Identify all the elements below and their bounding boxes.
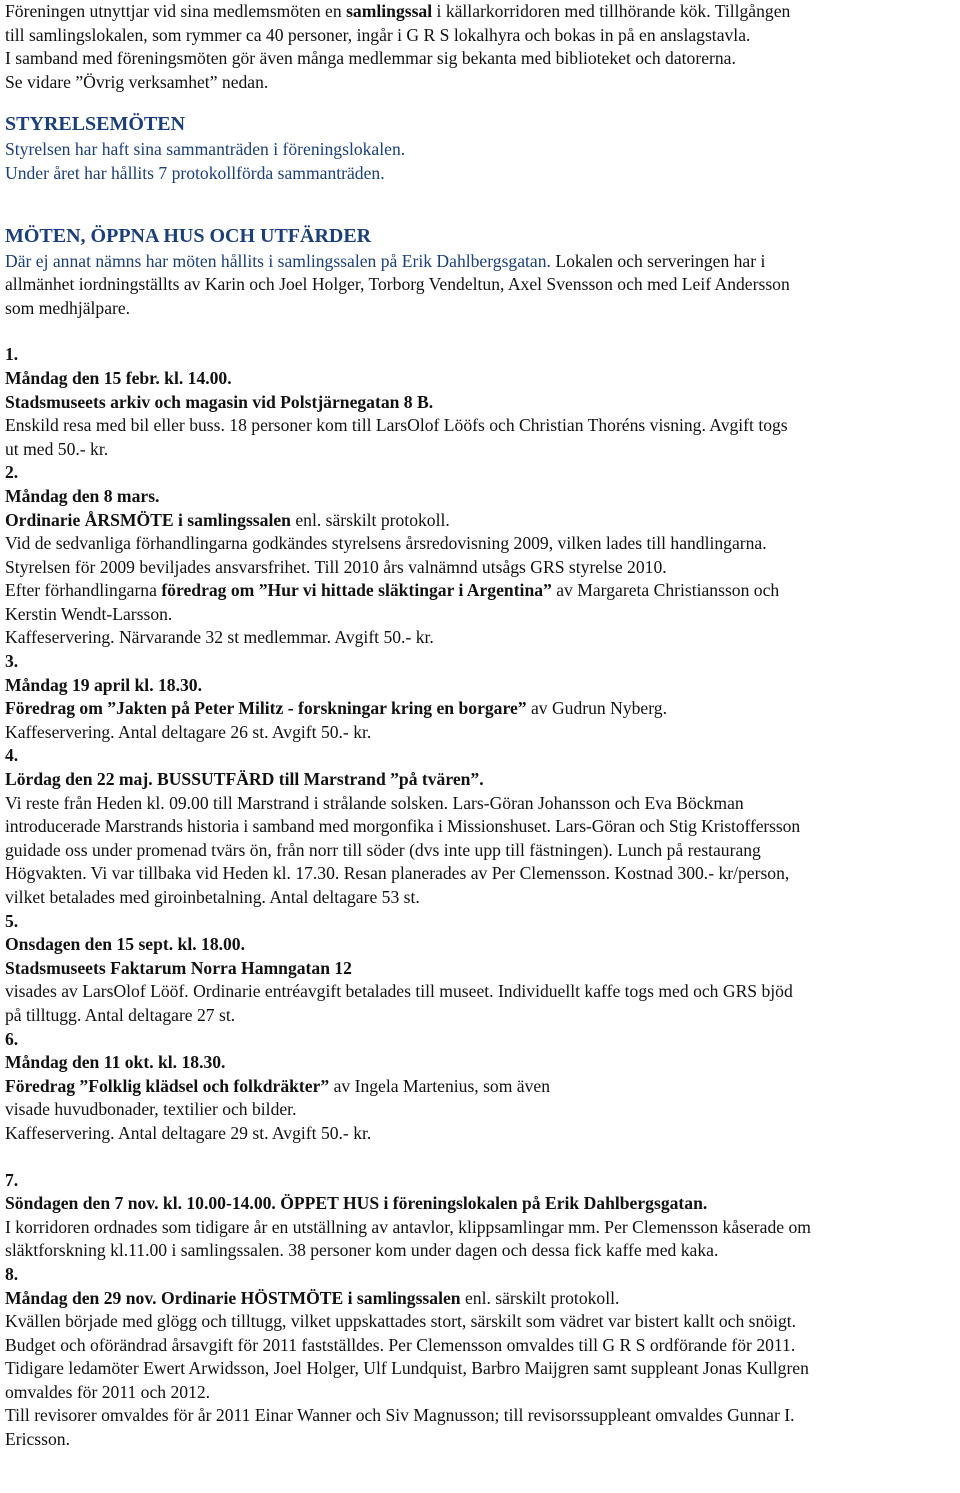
text-line: Till revisorer omvaldes för år 2011 Einar Wanner och Siv Magnusson; till revisorssuppleant omvaldes Gunnar I. — [5, 1405, 795, 1426]
event-title: Föredrag om ”Jakten på Peter Militz - forskningar kring en borgare” av Gudrun Nyberg. — [5, 698, 667, 719]
section-styrelsemoten — [5, 110, 957, 185]
event-title: Föredrag ”Folklig klädsel och folkdräkter” av Ingela Martenius, som även — [5, 1075, 551, 1096]
text-line: vilket betalades med giroinbetalning. Antal deltagare 53 st. — [5, 887, 420, 907]
event-date: Måndag den 29 nov. Ordinarie HÖSTMÖTE i samlingssalen enl. särskilt protokoll. — [5, 1287, 620, 1308]
event-1 — [5, 343, 957, 461]
event-number: 2. — [5, 462, 19, 483]
text-line: Kaffeservering. Antal deltagare 29 st. Avgift 50.- kr. — [5, 1122, 372, 1143]
event-6 — [5, 1028, 957, 1146]
text-line: I samband med föreningsmöten gör även många medlemmar sig bekanta med biblioteket och datorerna. — [5, 48, 736, 69]
section-heading: STYRELSEMÖTEN — [5, 113, 186, 136]
text-line: allmänhet iordningställts av Karin och Joel Holger, Torborg Vendeltun, Axel Svensson och med Leif Andersson — [5, 274, 790, 295]
event-4 — [5, 744, 957, 909]
event-2 — [5, 461, 957, 650]
intro-paragraph — [5, 0, 957, 94]
section-heading: MÖTEN, ÖPPNA HUS OCH UTFÄRDER — [5, 224, 372, 247]
text-line: släktforskning kl.11.00 i samlingssalen. 38 personer kom under dagen och dessa fick kaffe med kaka. — [5, 1240, 719, 1261]
event-date: Lördag den 22 maj. BUSSUTFÄRD till Marstrand ”på tvären”. — [5, 769, 484, 790]
text-line: som medhjälpare. — [5, 297, 131, 318]
document-page — [5, 0, 957, 1452]
event-number: 3. — [5, 651, 19, 672]
text-line: Kerstin Wendt-Larsson. — [5, 603, 173, 624]
event-number: 5. — [5, 910, 19, 931]
event-date: Måndag 19 april kl. 18.30. — [5, 674, 202, 695]
event-number: 4. — [5, 745, 19, 766]
text-line: Högvakten. Vi var tillbaka vid Heden kl. 17.30. Resan planerades av Per Clemensson. Kostnad 300.- kr/person, — [5, 863, 790, 884]
text-line: Föreningen utnyttjar vid sina medlemsmöten en samlingssal i källarkorridoren med tillhörande kök. Tillgången — [5, 1, 791, 21]
event-number: 8. — [5, 1263, 19, 1284]
text-line: omvaldes för 2011 och 2012. — [5, 1381, 211, 1402]
text-line: I korridoren ordnades som tidigare år en utställning av antavlor, klippsamlingar mm. Per Clemensson kåserade om — [5, 1216, 811, 1237]
section-moten — [5, 222, 957, 321]
event-date: Onsdagen den 15 sept. kl. 18.00. — [5, 934, 246, 955]
text-line: ut med 50.- kr. — [5, 438, 109, 459]
text-line: Under året har hållits 7 protokollförda sammanträden. — [5, 162, 385, 183]
event-5 — [5, 910, 957, 1028]
text-line: på tilltugg. Antal deltagare 27 st. — [5, 1004, 236, 1025]
text-line: till samlingslokalen, som rymmer ca 40 personer, ingår i G R S lokalhyra och bokas in på en anslagstavla. — [5, 24, 751, 45]
text-line: Se vidare ”Övrig verksamhet” nedan. — [5, 71, 269, 92]
event-3 — [5, 650, 957, 744]
text-line: guidade oss under promenad tvärs ön, från norr till söder (dvs inte upp till fästningen). Lunch på restaurang — [5, 839, 761, 860]
text-line: Enskild resa med bil eller buss. 18 personer kom till LarsOlof Lööfs och Christian Thoréns visning. Avgift togs — [5, 415, 788, 436]
text-line: Kaffeservering. Antal deltagare 26 st. Avgift 50.- kr. — [5, 721, 372, 742]
event-title: Ordinarie ÅRSMÖTE i samlingssalen enl. särskilt protokoll. — [5, 509, 450, 530]
text-line: Styrelsen har haft sina sammanträden i föreningslokalen. — [5, 139, 406, 160]
text-line: Vid de sedvanliga förhandlingarna godkändes styrelsens årsredovisning 2009, vilken lades till handlingarna. — [5, 533, 767, 554]
text-line: Där ej annat nämns har möten hållits i samlingssalen på Erik Dahlbergsgatan. Lokalen och serveringen har i — [5, 250, 766, 271]
event-date: Måndag den 15 febr. kl. 14.00. — [5, 367, 232, 388]
event-number: 6. — [5, 1028, 19, 1049]
text-line: Kaffeservering. Närvarande 32 st medlemmar. Avgift 50.- kr. — [5, 627, 434, 648]
event-7 — [5, 1169, 957, 1263]
text-line: introducerade Marstrands historia i samband med morgonfika i Missionshuset. Lars-Göran och Stig Kristoffersson — [5, 816, 801, 837]
event-date: Måndag den 11 okt. kl. 18.30. — [5, 1052, 226, 1073]
event-number: 7. — [5, 1169, 19, 1190]
event-date: Söndagen den 7 nov. kl. 10.00-14.00. ÖPPET HUS i föreningslokalen på Erik Dahlbergsgatan. — [5, 1193, 708, 1214]
event-number: 1. — [5, 344, 19, 365]
event-place: Stadsmuseets arkiv och magasin vid Polstjärnegatan 8 B. — [5, 391, 434, 412]
text-line: Styrelsen för 2009 beviljades ansvarsfrihet. Till 2010 års valnämnd utsågs GRS styrelse 2010. — [5, 556, 667, 577]
event-date: Måndag den 8 mars. — [5, 485, 160, 506]
text-line: visades av LarsOlof Lööf. Ordinarie entréavgift betalades till museet. Individuellt kaffe togs med och GRS bjöd — [5, 981, 793, 1002]
text-line: Efter förhandlingarna föredrag om ”Hur vi hittade släktingar i Argentina” av Margareta Christiansson och — [5, 580, 780, 601]
event-place: Stadsmuseets Faktarum Norra Hamngatan 12 — [5, 957, 352, 978]
text-line: Vi reste från Heden kl. 09.00 till Marstrand i strålande solsken. Lars-Göran Johansson och Eva Böckman — [5, 792, 744, 813]
text-line: Budget och oförändrad årsavgift för 2011 fastställdes. Per Clemensson omvaldes till G R S ordförande för 2011. — [5, 1334, 796, 1355]
event-8 — [5, 1263, 957, 1452]
text-line: visade huvudbonader, textilier och bilder. — [5, 1099, 297, 1120]
text-line: Kvällen började med glögg och tilltugg, vilket uppskattades stort, särskilt som vädret var bistert kallt och snöigt. — [5, 1311, 797, 1332]
text-line: Ericsson. — [5, 1429, 70, 1450]
text-line: Tidigare ledamöter Ewert Arwidsson, Joel Holger, Ulf Lundquist, Barbro Maijgren samt suppleant Jonas Kullgren — [5, 1358, 809, 1379]
